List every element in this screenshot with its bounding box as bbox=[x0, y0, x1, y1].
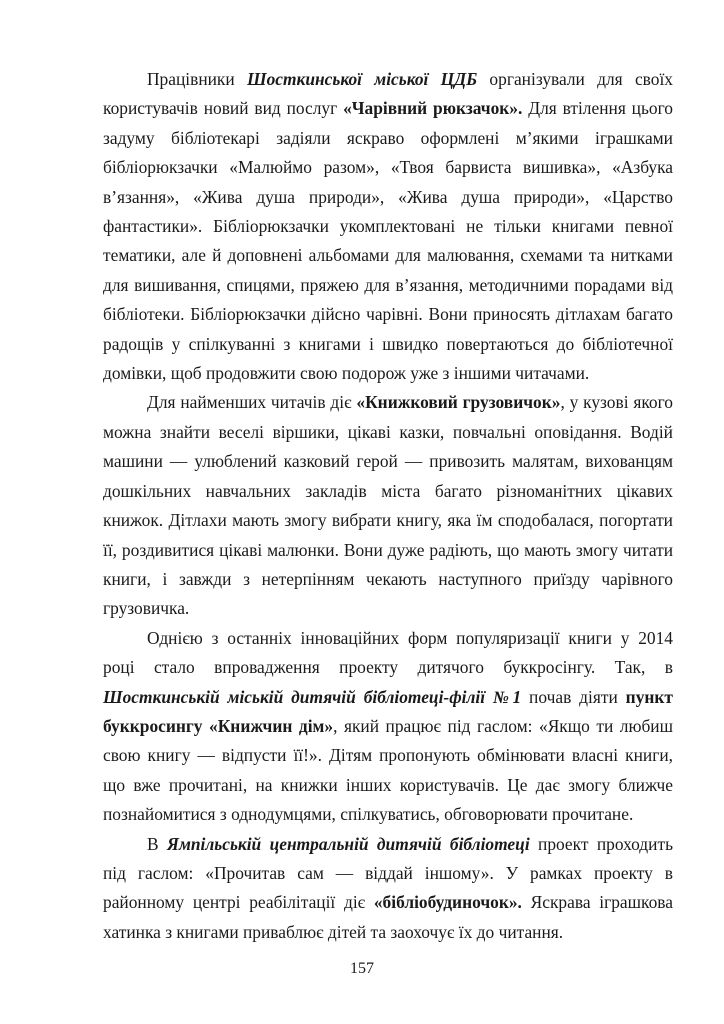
service-name: «бібліобудиночок». bbox=[373, 892, 522, 913]
service-name: пункт буккросингу «Книжчин дім» bbox=[103, 686, 673, 736]
text-run: проект проходить під гаслом: «Прочитав сам — віддай іншому». У рамках проекту в районному центрі реабілітації діє bbox=[103, 833, 673, 913]
library-name: Ямпільській центральній дитячій бібліотеці bbox=[166, 833, 530, 854]
text-run: почав діяти bbox=[521, 686, 626, 707]
paragraph bbox=[103, 388, 673, 623]
text-run: Для втілення цього задуму бібліотекарі задіяли яскраво оформлені м’якими іграшками бібліорюкзачки «Малюймо разом», «Твоя барвиста вишивка», «Азбука в’язання», «Жива душа природи», «Жива душа природи», «Царство фантастики». Бібліорюкзачки укомплектовані не тільки книгами певної тематики, але й доповнені альбомами для малювання, схемами та нитками для вишивання, спицями, пряжею для в’язання, методичними порадами від бібліотеки. Бібліорюкзачки дійсно чарівні. Вони приносять дітлахам багато радощів у спілкуванні з книгами і швидко повертаються до бібліотечної домівки, щоб продовжити свою подорож уже з іншими читачами. bbox=[103, 98, 673, 384]
text-run: Яскрава іграшкова хатинка з книгами приваблює дітей та заохочує їх до читання. bbox=[103, 892, 673, 942]
text-run: Працівники bbox=[147, 69, 247, 89]
library-name: Шосткинської міської ЦДБ bbox=[247, 69, 478, 89]
text-run: , який працює під гаслом: «Якщо ти любиш свою книгу — відпусти її!». Дітям пропонують обмінювати власні книги, що вже прочитані, на книжки інших користувачів. Це дає змогу ближче познайомитися з однодумцями, спілкуватись, обговорювати прочитане. bbox=[103, 715, 673, 825]
paragraph bbox=[103, 830, 673, 948]
page-number: 157 bbox=[350, 960, 374, 977]
paragraph bbox=[103, 65, 673, 388]
paragraph bbox=[103, 624, 673, 830]
text-run: Для найменших читачів діє bbox=[147, 392, 357, 413]
text-run: Однією з останніх інноваційних форм популяризації книги у 2014 році стало впровадження проекту дитячого буккросінгу. Так, в bbox=[103, 627, 673, 678]
text-run: В bbox=[147, 833, 167, 854]
service-name: «Книжковий грузовичок» bbox=[356, 392, 561, 413]
text-run: організували для своїх користувачів новий вид послуг bbox=[103, 69, 673, 119]
text-run: , у кузові якого можна знайти веселі віршики, цікаві казки, повчальні оповідання. Водій машини — улюблений казковий герой — привозить малятам, вихованцям дошкільних навчальних закладів міста багато різноманітних цікавих книжок. Дітлахи мають змогу вибрати книгу, яка їм сподобалася, погортати її, роздивитися цікаві малюнки. Вони дуже радіють, що мають змогу читати книги, і завжди з нетерпінням чекають наступного приїзду чарівного грузовичка. bbox=[103, 392, 673, 619]
service-name: «Чарівний рюкзачок». bbox=[343, 98, 523, 119]
library-name: Шосткинській міській дитячій бібліотеці-філії №1 bbox=[103, 686, 522, 707]
body-text bbox=[103, 65, 673, 947]
